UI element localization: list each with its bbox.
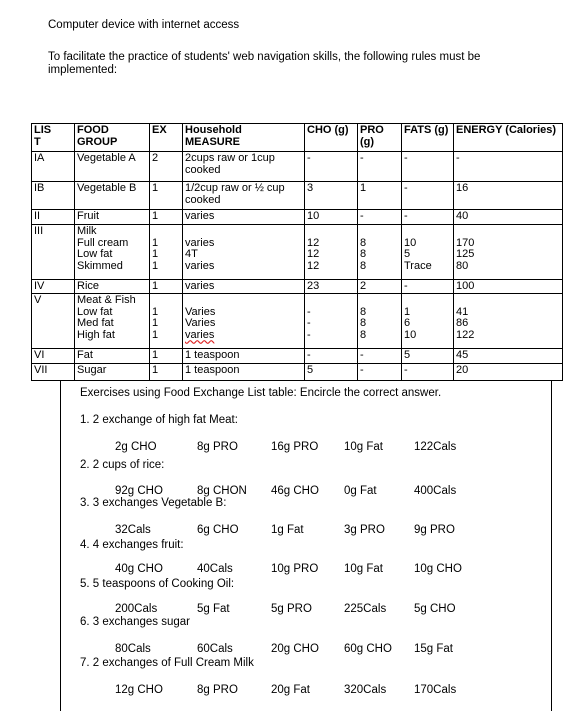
table-cell: 1 [152,236,159,249]
table-header-cell: T [34,135,41,148]
table-cell: varies [185,236,215,249]
answer-choice[interactable]: 40Cals [197,563,233,575]
table-cell: - [404,152,408,164]
table-cell: 10 [307,210,320,222]
table-header-cell: FOOD [77,124,109,136]
table-cell: 5 [404,248,411,260]
exercises-instructions: Exercises using Food Exchange List table: Encircle the correct answer. [80,387,442,399]
answer-choice[interactable]: 10g PRO [271,563,319,575]
table-cell: 12 [307,236,320,249]
answer-choice[interactable]: 32Cals [115,524,151,536]
table-cell: - [360,152,364,164]
table-cell: 1 [152,305,159,318]
answer-choice[interactable]: 20g CHO [271,643,319,655]
answer-choice[interactable]: 0g Fat [344,485,377,497]
table-cell: varies [185,210,215,222]
table-cell: 1 [152,259,159,272]
answer-choice[interactable]: 5g Fat [197,603,230,615]
exercise-question: 6. 3 exchanges sugar [80,616,190,628]
table-header-cell: LIS [34,124,52,136]
table-cell: 1 [152,210,159,222]
table-cell: 1 [152,349,159,361]
exercise-question: 2. 2 cups of rice: [80,459,165,471]
table-cell: 16 [456,182,469,194]
table-cell: Vegetable B [77,182,137,194]
table-cell: VII [34,364,48,376]
answer-choice[interactable]: 15g Fat [414,643,453,655]
table-header-cell: MEASURE [185,135,241,148]
table-cell: - [360,210,364,222]
table-cell: 5 [404,349,411,361]
table-column-rule [149,123,150,381]
table-cell: 122 [456,328,475,341]
table-cell: 125 [456,248,475,260]
table-cell: 3 [307,182,314,194]
table-cell: 12 [307,259,320,272]
table-cell: - [307,152,311,164]
table-cell: 5 [307,364,314,376]
table-column-rule [74,123,75,381]
answer-choice[interactable]: 5g PRO [271,603,312,615]
table-cell: 1 [152,328,159,341]
table-cell: VI [34,349,45,361]
answer-choice[interactable]: 400Cals [414,485,457,497]
table-column-rule [182,123,183,381]
table-cell: 8 [360,317,367,329]
table-cell: 86 [456,317,469,329]
requirement-text: Computer device with internet access [48,19,240,31]
table-cell: 1 [404,305,411,318]
table-column-rule [304,123,305,381]
answer-choice[interactable]: 225Cals [344,603,387,615]
table-cell: 6 [404,317,411,329]
table-cell: Fruit [77,210,99,222]
table-cell: 1/2cup raw or ½ cup [185,182,285,194]
table-cell: Varies [185,305,216,318]
table-cell: 2cups raw or 1cup [185,152,275,164]
table-cell: 8 [360,305,367,318]
answer-choice[interactable]: 8g PRO [197,684,238,696]
table-cell: Rice [77,280,100,292]
answer-choice[interactable]: 12g CHO [115,684,163,696]
table-cell: - [307,328,311,341]
answer-choice[interactable]: 80Cals [115,643,151,655]
table-cell: varies [185,328,215,341]
table-cell: - [307,305,311,318]
table-cell: 10 [404,236,417,249]
table-row-rule [31,348,562,349]
answer-choice[interactable]: 8g PRO [197,441,238,453]
table-row-rule [31,279,562,280]
exercise-question: 4. 4 exchanges fruit: [80,539,184,551]
table-cell: IA [34,152,45,164]
table-cell: 1 [152,317,159,329]
answer-choice[interactable]: 60Cals [197,643,233,655]
table-cell: 41 [456,305,469,318]
answer-choice[interactable]: 8g CHON [197,485,247,497]
answer-choice[interactable]: 20g Fat [271,684,310,696]
answer-choice[interactable]: 10g CHO [414,563,462,575]
table-cell: Fat [77,349,93,361]
table-cell: 2 [360,280,367,292]
table-cell: - [307,317,311,329]
table-cell: High fat [77,328,115,341]
table-cell: III [34,225,44,237]
table-cell: 1 teaspoon [185,364,240,376]
answer-choice[interactable]: 60g CHO [344,643,392,655]
table-cell: 20 [456,364,469,376]
table-cell: Vegetable A [77,152,136,164]
table-header-cell: ENERGY (Calories) [456,124,557,136]
table-cell: 170 [456,236,475,249]
table-cell: IB [34,182,45,194]
purpose-line-1: To facilitate the practice of students' web navigation skills, the following rules must be [48,51,481,63]
table-header-cell: EX [152,124,167,136]
table-cell: 8 [360,259,367,272]
table-header-cell: PRO [360,124,384,136]
table-header-cell: (g) [360,135,375,148]
table-cell: V [34,294,42,306]
table-cell: - [404,182,408,194]
table-cell: Full cream [77,236,129,249]
table-cell: Varies [185,317,216,329]
table-row-rule [31,363,562,364]
answer-choice[interactable]: 10g Fat [344,441,383,453]
purpose-text [48,51,528,77]
table-cell: - [360,349,364,361]
table-cell: - [456,152,460,164]
table-row-rule [31,224,562,225]
table-header-cell: FATS (g) [404,124,449,136]
table-column-rule [31,123,32,381]
answer-choice[interactable]: 6g CHO [197,524,239,536]
table-cell: 1 teaspoon [185,349,240,361]
table-column-rule [401,123,402,381]
table-cell: Med fat [77,317,114,329]
table-cell: II [34,210,41,222]
table-cell: 45 [456,349,469,361]
table-cell: - [404,280,408,292]
table-cell: Skimmed [77,259,123,272]
table-header-cell: Household [185,124,242,136]
answer-choice[interactable]: 3g PRO [344,524,385,536]
table-cell: Low fat [77,305,113,318]
table-header-cell: CHO (g) [307,124,349,136]
exercise-question: 5. 5 teaspoons of Cooking Oil: [80,578,235,590]
table-cell: 1 [360,182,367,194]
table-cell: 8 [360,248,367,260]
table-cell: varies [185,280,215,292]
table-cell: - [360,364,364,376]
table-column-rule [357,123,358,381]
table-cell: IV [34,280,45,292]
answer-choice[interactable]: 9g PRO [414,524,455,536]
table-cell: cooked [185,193,221,206]
table-cell: 8 [360,236,367,249]
table-cell: cooked [185,163,221,176]
table-cell: 4T [185,248,198,260]
answer-choice[interactable]: 2g CHO [115,441,157,453]
answer-choice[interactable]: 170Cals [414,684,457,696]
answer-choice[interactable]: 40g CHO [115,563,163,575]
table-cell: 12 [307,248,320,260]
table-cell: Sugar [77,364,107,376]
answer-choice[interactable]: 5g CHO [414,603,456,615]
table-cell: 1 [152,280,159,292]
answer-choice[interactable]: 92g CHO [115,485,163,497]
table-cell: 8 [360,328,367,341]
table-column-rule [562,123,563,381]
table-cell: Trace [404,259,432,272]
table-cell: 40 [456,210,469,222]
table-column-rule [453,123,454,381]
exercise-question: 3. 3 exchanges Vegetable B: [80,497,227,509]
answer-choice[interactable]: 46g CHO [271,485,319,497]
exercise-question: 7. 2 exchanges of Full Cream Milk [80,657,254,669]
answer-choice[interactable]: 10g Fat [344,563,383,575]
purpose-line-2: implemented: [48,64,118,76]
table-cell: Meat & Fish [77,294,136,306]
table-cell: 1 [152,182,159,194]
table-cell: varies [185,259,215,272]
table-cell: 23 [307,280,320,292]
table-cell: Low fat [77,248,113,260]
exercise-question: 1. 2 exchange of high fat Meat: [80,414,238,426]
answer-choice[interactable]: 16g PRO [271,441,319,453]
table-cell: Milk [77,225,97,237]
answer-choice[interactable]: 200Cals [115,603,158,615]
table-header-cell: GROUP [77,135,118,148]
table-cell: 10 [404,328,417,341]
table-cell: - [307,349,311,361]
food-exchange-table [31,123,562,381]
answer-choice[interactable]: 122Cals [414,441,457,453]
table-row-rule [31,209,562,210]
answer-choice[interactable]: 1g Fat [271,524,304,536]
table-cell: 2 [152,152,159,164]
table-cell: 1 [152,364,159,376]
table-cell: - [404,210,408,222]
table-cell: 1 [152,248,159,260]
answer-choice[interactable]: 320Cals [344,684,387,696]
table-cell: - [404,364,408,376]
table-cell: 100 [456,280,475,292]
table-cell: 80 [456,259,469,272]
